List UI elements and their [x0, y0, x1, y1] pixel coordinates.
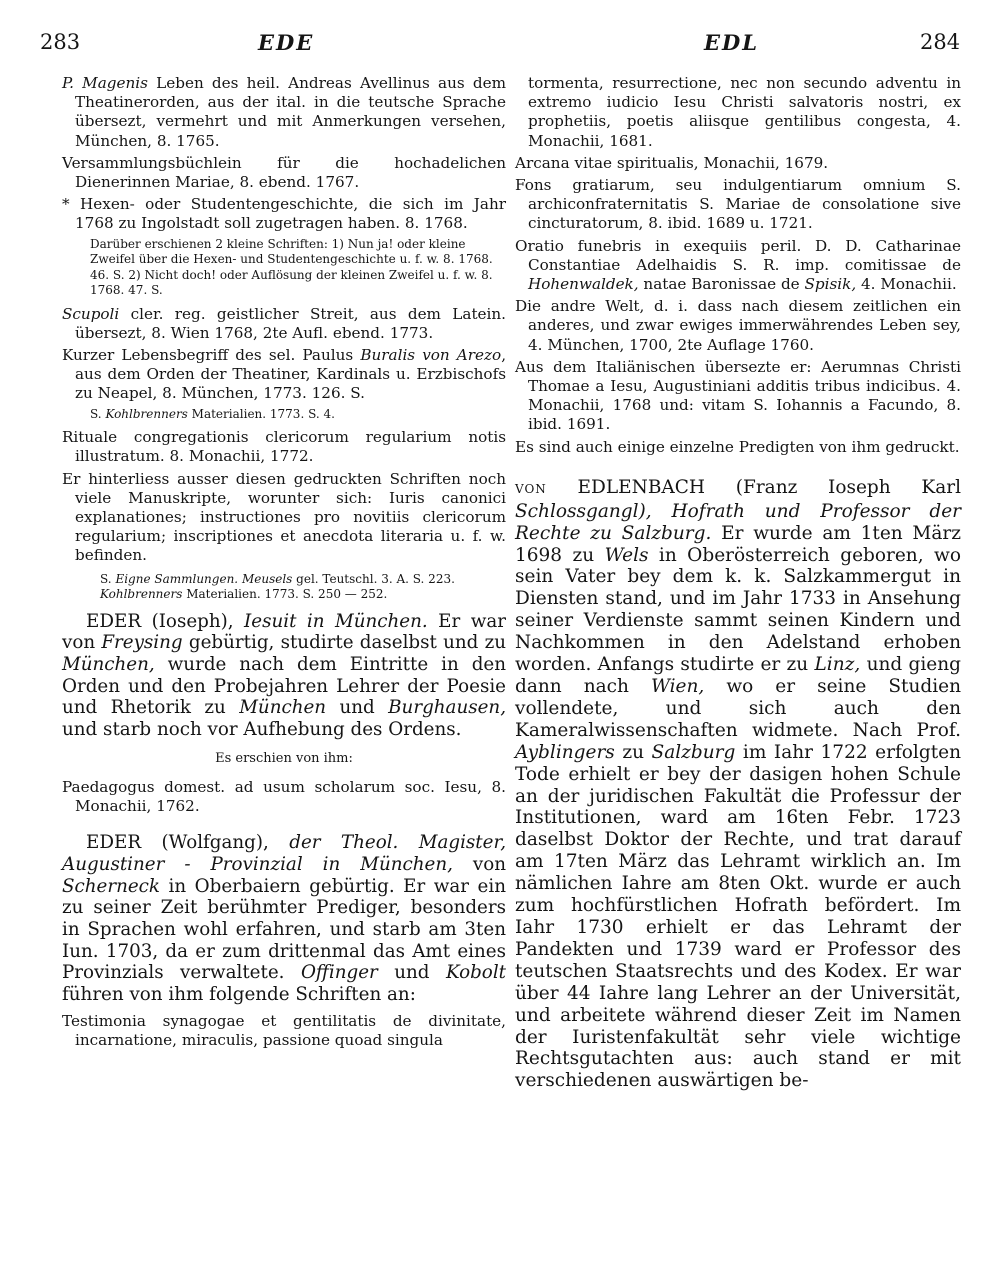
entry-rituale: Rituale congregationis clericorum regularium notis illustratum. 8. Monachii, 1772. — [62, 428, 506, 466]
entry-arcana: Arcana vitae spiritualis, Monachii, 1679. — [515, 153, 829, 172]
entry-uebersezt: Aus dem Italiänischen übersezte er: Aerumnas Christi Thomae a Iesu, Augustiniani additis tribus indicibus. 4. Monachii, 1768 und: vitam S. Iohannis a Facundo, 8. ibid. 1691. — [515, 357, 961, 434]
entry-lebensbegriff: Kurzer Lebensbegriff des sel. Paulus Buralis von Arezo, aus dem Orden der Theatiner, Kardinals u. Erzbischofs zu Neapel, 8. München, 1773. 126. S. — [62, 346, 507, 403]
entry-testimonia-continued: tormenta, resurrectione, nec non secundo adventu in extremo iudicio Iesu Christi salvatoris nostri, ex prophetiis, poetis aliisque gentilibus congesta, 4. Monachii, 1681. — [528, 74, 961, 150]
biography-edlenbach: VON EDLENBACH (Franz Ioseph Karl Schlossgangl), Hofrath und Professor der Rechte zu Salzburg. Er wurde am 1ten März 1698 zu Wels in Oberösterreich geboren, wo sein Vater bey dem k. k. Salzkammergut in Diensten stand, und im Jahr 1733 in Ansehung seiner Verdienste sammt seinen Kindern und Nachkommen in den Adelstand erhoben worden. Anfangs studirte er zu Linz, und gieng dann nach Wien, wo er seine Studien vollendete, und sich auch den Kameralwissenschaften widmete. Nach Prof. Ayblingers zu Salzburg im Iahr 1722 erfolgten Tode erhielt er bey der dasigen hohen Schule an der juridischen Fakultät die Professur der Institutionen, ward am 16ten Febr. 1723 daselbst Doktor der Rechte, und trat darauf am 17ten März das Lehramt wirklich an. Im nämlichen Iahre am 8ten Okt. wurde er auch zum hochfürstlichen Hofrath befördert. Im Iahr 1730 erhielt er das Lehramt der Pandekten und 1739 ward er Professor des teutschen Staatsrechts und des Kodex. Er war über 44 Iahre lang Lehrer an der Universität, und arbeitete während dieser Zeit im Namen der Iuristenfakultät sehr viele wichtige Rechtsgutachten aus: auch stand er mit verschiedenen auswärtigen be- — [515, 476, 962, 1092]
entry-magenis: P. Magenis Leben des heil. Andreas Avellinus aus dem Theatinerorden, aus der ital. in die teutsche Sprache übersezt, vermehrt und mit Anmerkungen versehen, München, 8. 1765. — [62, 74, 506, 150]
page-number-right: 284 — [920, 30, 961, 54]
right-column — [515, 74, 961, 1092]
entry-oratio-funebris: Oratio funebris in exequiis peril. D. D. Catharinae Constantiae Adelhaidis S. R. imp. comitissae de Hohenwaldek, natae Baronissae de Spisik, 4. Monachii. — [515, 236, 961, 294]
running-head-left: EDE — [258, 30, 315, 55]
running-head-right: EDL — [704, 30, 759, 55]
biography-eder-wolfgang: EDER (Wolfgang), der Theol. Magister, Augustiner - Provinzial in München, von Scherneck in Oberbaiern gebürtig. Er war ein zu seiner Zeit berühmter Prediger, besonders in Sprachen wohl erfahren, und starb am 3ten Iun. 1703, da er zum drittenmal das Amt eines Provinzials verwaltete. Offinger und Kobolt führen von ihm folgende Schriften an: — [62, 832, 507, 1006]
entry-predigten: Es sind auch einige einzelne Predigten von ihm gedruckt. — [515, 437, 960, 456]
biography-eder-joseph: EDER (Ioseph), Iesuit in München. Er war von Freysing gebürtig, studirte daselbst und zu München, wurde nach dem Eintritte in den Orden und den Probejahren Lehrer der Poesie und Rhetorik zu München und Burghausen, und starb noch vor Aufhebung des Ordens. — [62, 610, 507, 741]
note-hexengeschichte: Darüber erschienen 2 kleine Schriften: 1) Nun ja! oder kleine Zweifel über die Hexen- und Studentengeschichte u. f. w. 8. 1768. 46. S. 2) Nicht doch! oder Auflösung der kleinen Zweifel u. f. w. 8. 1768. 47. S. — [90, 236, 493, 298]
entry-fons-gratiarum: Fons gratiarum, seu indulgentiarum omnium S. archiconfraternitatis S. Mariae de consolatione sive cincturatorum, 8. ibid. 1689 u. 1721. — [515, 176, 961, 233]
entry-hexengeschichte: * Hexen- oder Studentengeschichte, die sich im Jahr 1768 zu Ingolstadt soll zugetragen haben. 8. 1768. — [62, 195, 506, 233]
note-sammlungen: S. Eigne Sammlungen. Meusels gel. Teutschl. 3. A. S. 223. Kohlbrenners Materialien. 1773. S. 250 — 252. — [100, 571, 455, 602]
page-number-left: 283 — [40, 30, 81, 54]
left-column — [62, 74, 506, 1053]
entry-manuskripte: Er hinterliess ausser diesen gedruckten Schriften noch viele Manuskripte, worunter sich: Iuris canonici explanationes; instructiones pro novitiis clericorum regularium; inscriptiones et anecdota literaria u. f. w. befinden. — [62, 469, 506, 565]
entry-versammlungsbuechlein: Versammlungsbüchlein für die hochadelichen Dienerinnen Mariae, 8. ebend. 1767. — [62, 153, 506, 192]
works-heading: Es erschien von ihm: — [215, 750, 353, 766]
entry-andre-welt: Die andre Welt, d. i. dass nach diesem zeitlichen ein anderes, und zwar ewiges immerwährendes Leben sey, 4. München, 1700, 2te Auflage 1760. — [515, 297, 961, 354]
entry-scupoli: Scupoli cler. reg. geistlicher Streit, aus dem Latein. übersezt, 8. Wien 1768, 2te Aufl. ebend. 1773. — [62, 304, 507, 342]
entry-paedagogus: Paedagogus domest. ad usum scholarum soc. Iesu, 8. Monachii, 1762. — [62, 777, 506, 815]
entry-testimonia: Testimonia synagogae et gentilitatis de divinitate, incarnatione, miraculis, passione quoad singula — [62, 1011, 506, 1050]
note-kohlbrenner: S. Kohlbrenners Materialien. 1773. S. 4. — [90, 406, 335, 421]
